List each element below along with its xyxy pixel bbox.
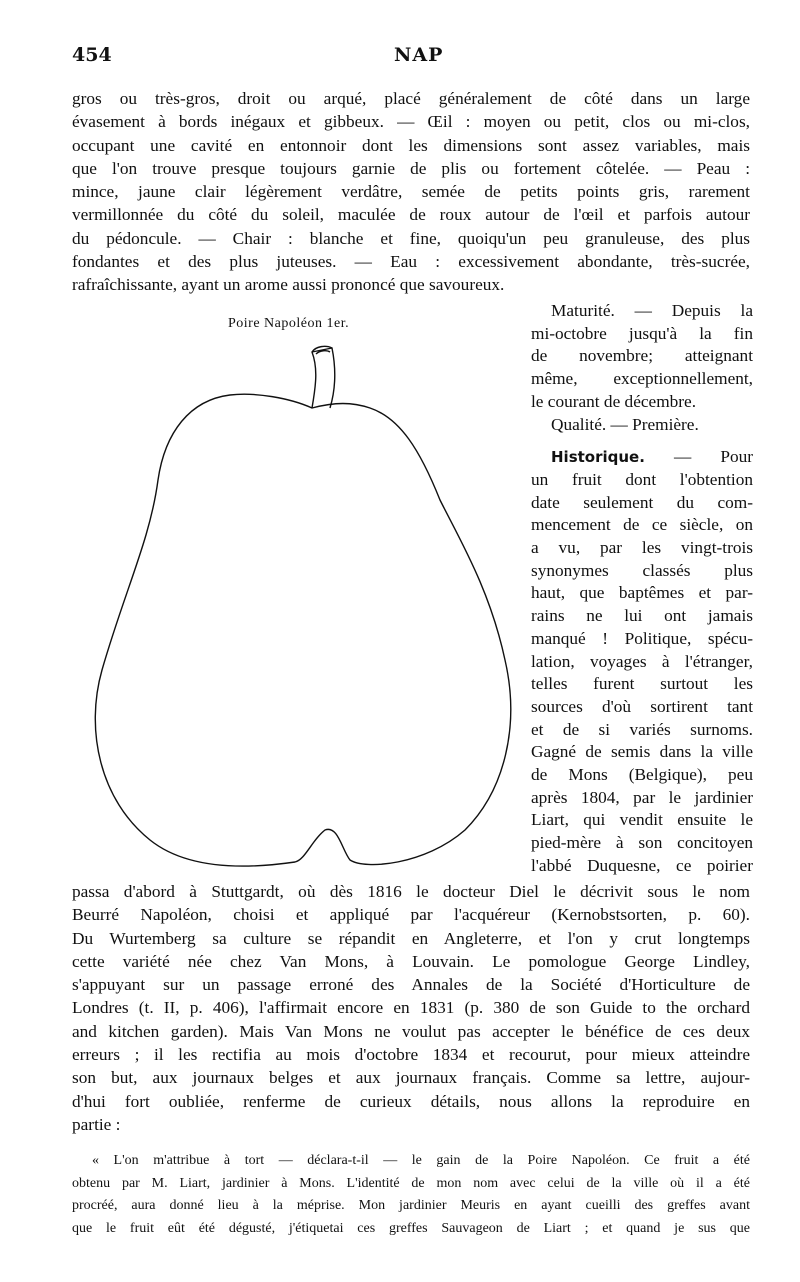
quote-line: obtenu par M. Liart, jardinier à Mons. L'identité de mon nom avec celui de la ville où il a été bbox=[72, 1175, 750, 1191]
maturite-line: même, exceptionnellement, bbox=[531, 369, 753, 389]
historique-line: pied-mère à son concitoyen bbox=[531, 833, 753, 853]
historique-heading: Historique. bbox=[551, 448, 645, 467]
historique-line: synonymes classés plus bbox=[531, 560, 753, 580]
maturite-line: de novembre; atteignant bbox=[531, 346, 753, 366]
text-line: and kitchen garden). Mais Van Mons ne voulut pas accepter le bénéfice de ces deux bbox=[72, 1021, 750, 1041]
quote-line: que le fruit eût été dégusté, j'étiquetai ces greffes Sauvageon de Liart ; et quand je sus que bbox=[72, 1220, 750, 1236]
historique-line: un fruit dont l'obtention bbox=[531, 469, 753, 489]
running-title: NAP bbox=[394, 44, 444, 66]
maturite-line: Maturité. — Depuis la bbox=[551, 301, 753, 320]
text-line: fondantes et des plus juteuses. — Eau : excessivement abondante, très-sucrée, bbox=[72, 252, 750, 272]
text-line: s'appuyant sur un passage erroné des Annales de la Société d'Horticulture de bbox=[72, 975, 750, 995]
historique-continuation bbox=[72, 880, 750, 1136]
historique-line: l'abbé Duquesne, ce poirier bbox=[531, 855, 753, 875]
historique-first-text: — Pour bbox=[674, 447, 753, 467]
text-line: rafraîchissante, ayant un arome aussi prononcé que savoureux. bbox=[72, 275, 505, 295]
historique-line: mencement de ce siècle, on bbox=[531, 515, 753, 535]
historique-first-line bbox=[531, 446, 753, 469]
quote-line: « L'on m'attribue à tort — déclara-t-il — le gain de la Poire Napoléon. Ce fruit a été bbox=[92, 1153, 750, 1168]
historique-line: après 1804, par le jardinier bbox=[531, 787, 753, 807]
text-line: son but, aux journaux belges et aux journaux français. Comme sa lettre, aujour- bbox=[72, 1068, 750, 1088]
text-line: évasement à bords inégaux et gibbeux. — Œil : moyen ou petit, clos ou mi-clos, bbox=[72, 112, 750, 132]
historique-line: haut, que baptêmes et par- bbox=[531, 583, 753, 603]
figure-caption: Poire Napoléon 1er. bbox=[228, 316, 350, 331]
page-header bbox=[72, 44, 752, 74]
historique-line: de Mons (Belgique), peu bbox=[531, 765, 753, 785]
historique-line: et de si variés surnoms. bbox=[531, 719, 753, 739]
text-line: Du Wurtemberg sa culture se répandit en Angleterre, et l'on y crut longtemps bbox=[72, 928, 750, 948]
text-line: partie : bbox=[72, 1114, 121, 1134]
maturite-line: mi-octobre jusqu'à la fin bbox=[531, 323, 753, 343]
historique-line: date seulement du com- bbox=[531, 492, 753, 512]
historique-line: Gagné de semis dans la ville bbox=[531, 742, 753, 762]
text-line: cette variété née chez Van Mons, à Louvain. Le pomologue George Lindley, bbox=[72, 951, 750, 971]
historique-line: a vu, par les vingt-trois bbox=[531, 538, 753, 558]
text-line: du pédoncule. — Chair : blanche et fine, quoiqu'un peu granuleuse, des plus bbox=[72, 228, 750, 248]
text-line: Beurré Napoléon, choisi et appliqué par l'acquéreur (Kernobstsorten, p. 60). bbox=[72, 905, 750, 925]
text-line: mince, jaune clair légèrement verdâtre, semée de petits points gris, rarement bbox=[72, 182, 750, 202]
text-line: que l'on trouve presque toujours garnie de plis ou fortement côtelée. — Peau : bbox=[72, 158, 750, 178]
description-paragraph bbox=[72, 87, 750, 297]
text-line: erreurs ; il les rectifia au mois d'octobre 1834 et recourut, pour mieux atteindre bbox=[72, 1045, 750, 1065]
quote-line: procréé, aura donné lieu à la méprise. Mon jardinier Meuris en ayant cueilli des greffes avant bbox=[72, 1198, 750, 1213]
qualite-line: Qualité. — Première. bbox=[551, 414, 699, 434]
quoted-letter bbox=[72, 1150, 750, 1240]
text-line: passa d'abord à Stuttgardt, où dès 1816 le docteur Diel le décrivit sous le nom bbox=[72, 882, 750, 901]
text-line: occupant une cavité en entonnoir dont les dimensions sont assez variables, mais bbox=[72, 135, 750, 155]
historique-line: Liart, qui vendit ensuite le bbox=[531, 810, 753, 830]
text-line: d'hui fort oubliée, renferme de curieux détails, nous allons la reproduire en bbox=[72, 1091, 750, 1111]
historique-line: lation, voyages à l'étranger, bbox=[531, 651, 753, 671]
text-line: vermillonnée du côté du soleil, maculée de roux autour de l'œil et parfois autour bbox=[72, 205, 750, 225]
historique-line: telles furent surtout les bbox=[531, 674, 753, 694]
pear-stem bbox=[312, 348, 335, 408]
page-number: 454 bbox=[72, 44, 112, 66]
pear-outline bbox=[95, 394, 510, 866]
text-line: Londres (t. II, p. 406), l'affirmait encore en 1831 (p. 380 de son Guide to the orchard bbox=[72, 998, 750, 1018]
historique-line: manqué ! Politique, spécu- bbox=[531, 628, 753, 648]
historique-line: sources d'où sortirent tant bbox=[531, 696, 753, 716]
pear-illustration bbox=[80, 340, 520, 880]
right-column bbox=[531, 300, 753, 878]
text-line: gros ou très-gros, droit ou arqué, placé généralement de côté dans un large bbox=[72, 89, 750, 108]
maturite-line: le courant de décembre. bbox=[531, 391, 697, 411]
historique-line: rains ne lui ont jamais bbox=[531, 606, 753, 626]
